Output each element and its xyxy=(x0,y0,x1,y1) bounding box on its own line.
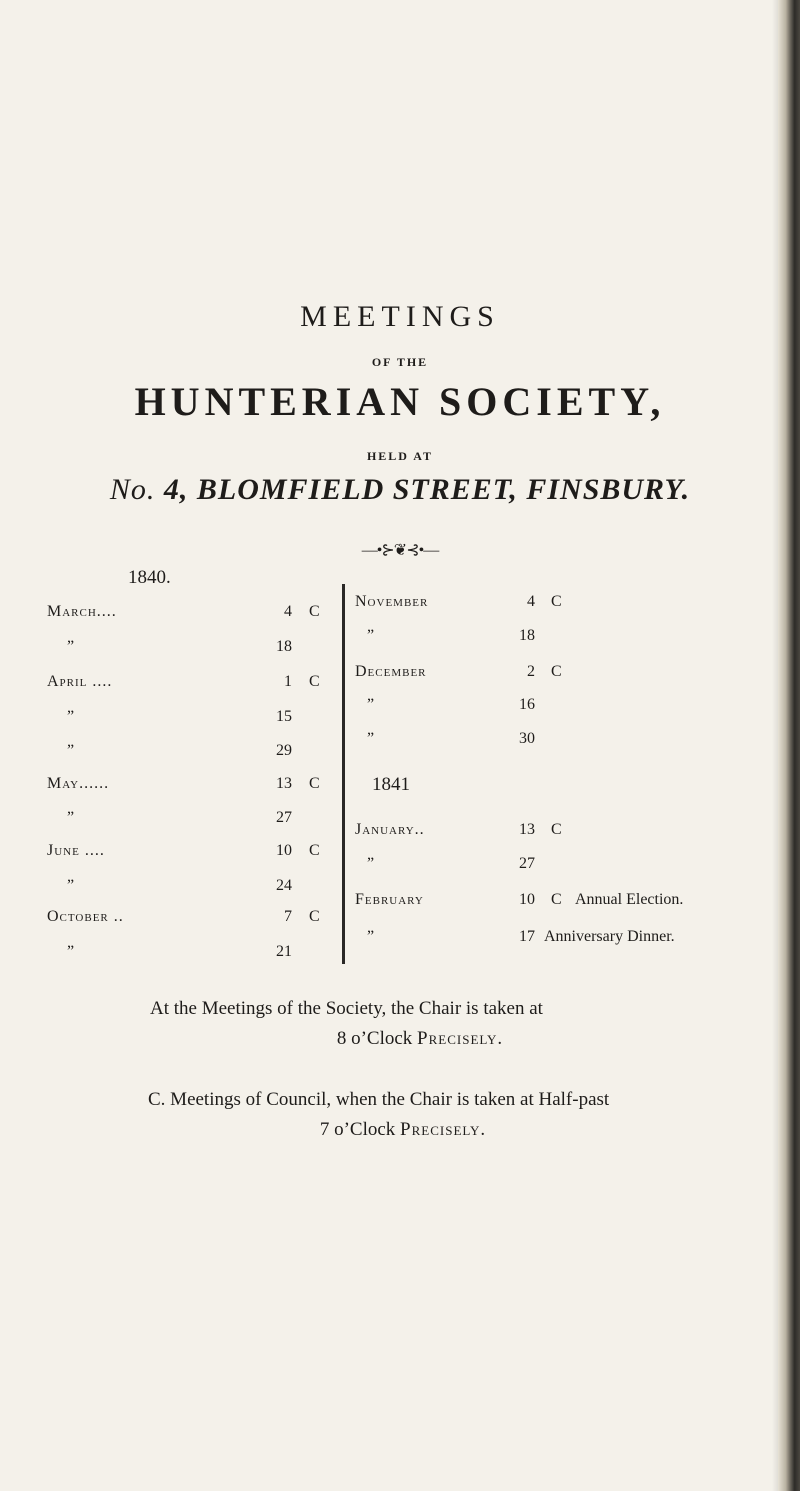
day-number: 16 xyxy=(519,696,535,713)
council-flag: C xyxy=(309,603,320,620)
schedule-row xyxy=(47,670,337,694)
day-number: 18 xyxy=(276,638,292,655)
day-number: 27 xyxy=(276,809,292,826)
day-number: 30 xyxy=(519,730,535,747)
schedule-row xyxy=(47,905,337,929)
day-number: 15 xyxy=(276,708,292,725)
page-binding-edge xyxy=(778,0,800,1491)
day-number: 4 xyxy=(527,593,535,610)
month-label: November xyxy=(355,593,429,610)
month-label: December xyxy=(355,663,427,680)
day-number: 24 xyxy=(276,877,292,894)
council-note-line2 xyxy=(113,1115,693,1145)
council-note-precisely: Precisely. xyxy=(400,1119,487,1140)
page-title: MEETINGS xyxy=(300,300,500,333)
council-note-line1: C. Meetings of Council, when the Chair is taken at Half-past xyxy=(148,1089,610,1110)
day-number: 1 xyxy=(284,673,292,690)
council-note-time: 7 o’Clock xyxy=(319,1119,401,1140)
council-flag: C xyxy=(309,908,320,925)
council-flag: C xyxy=(551,891,562,908)
chair-note-precisely: Precisely. xyxy=(417,1028,504,1049)
ditto-mark: ” xyxy=(67,638,75,655)
council-flag: C xyxy=(309,842,320,859)
held-at-label: HELD AT xyxy=(366,449,434,463)
schedule-row xyxy=(355,624,775,648)
chair-note-time: 8 o’Clock xyxy=(336,1028,418,1049)
council-note xyxy=(148,1085,728,1145)
day-number: 7 xyxy=(284,908,292,925)
year-1841: 1841 xyxy=(372,774,410,795)
schedule-row xyxy=(47,739,337,763)
council-flag: C xyxy=(551,663,562,680)
year-1840: 1840. xyxy=(128,567,171,588)
chair-note-line2 xyxy=(150,1024,690,1054)
chair-note xyxy=(150,994,690,1054)
schedule-row xyxy=(47,839,337,863)
month-label: February xyxy=(355,891,424,908)
schedule-row xyxy=(355,818,785,842)
day-number: 29 xyxy=(276,742,292,759)
schedule-row xyxy=(355,693,775,717)
ditto-mark: ” xyxy=(67,809,75,826)
council-flag: C xyxy=(309,673,320,690)
ditto-mark: ” xyxy=(67,943,75,960)
day-number: 13 xyxy=(276,775,292,792)
day-number: 17 xyxy=(519,928,535,945)
schedule-row xyxy=(47,600,337,624)
society-name: HUNTERIAN SOCIETY, xyxy=(134,379,666,424)
month-label: April .... xyxy=(47,673,113,690)
ditto-mark: ” xyxy=(67,877,75,894)
meeting-note: Annual Election. xyxy=(575,891,684,908)
ditto-mark: ” xyxy=(367,928,375,945)
council-flag: C xyxy=(309,775,320,792)
ditto-mark: ” xyxy=(367,855,375,872)
ditto-mark: ” xyxy=(367,730,375,747)
day-number: 18 xyxy=(519,627,535,644)
ditto-mark: ” xyxy=(67,742,75,759)
schedule-row xyxy=(47,772,337,796)
ornament-divider-icon: —•⊱❦⊰•— xyxy=(361,542,439,559)
ditto-mark: ” xyxy=(367,696,375,713)
day-number: 10 xyxy=(276,842,292,859)
column-divider xyxy=(342,584,345,964)
month-label: March.... xyxy=(47,603,117,620)
schedule-row xyxy=(47,874,337,898)
schedule-row xyxy=(355,590,775,614)
ditto-mark: ” xyxy=(67,708,75,725)
day-number: 27 xyxy=(519,855,535,872)
schedule-row xyxy=(355,727,775,751)
day-number: 10 xyxy=(519,891,535,908)
schedule-row xyxy=(47,635,337,659)
of-the-label: OF THE xyxy=(371,355,429,369)
month-label: January.. xyxy=(355,821,425,838)
schedule-row xyxy=(47,705,337,729)
council-flag: C xyxy=(551,593,562,610)
day-number: 2 xyxy=(527,663,535,680)
day-number: 4 xyxy=(284,603,292,620)
month-label: October .. xyxy=(47,908,124,925)
council-flag: C xyxy=(551,821,562,838)
day-number: 21 xyxy=(276,943,292,960)
schedule-row xyxy=(47,940,337,964)
day-number: 13 xyxy=(519,821,535,838)
schedule-row xyxy=(355,660,775,684)
month-label: June .... xyxy=(47,842,105,859)
month-label: May...... xyxy=(47,775,110,792)
schedule-row xyxy=(355,925,785,949)
meeting-note: Anniversary Dinner. xyxy=(544,928,675,945)
address-street: 4, BLOMFIELD STREET, FINSBURY. xyxy=(163,473,691,506)
schedule-row xyxy=(355,852,785,876)
address-number-label: No. xyxy=(109,473,156,506)
schedule-row xyxy=(355,888,785,912)
address xyxy=(0,473,800,507)
schedule-row xyxy=(47,806,337,830)
chair-note-line1: At the Meetings of the Society, the Chair is taken at xyxy=(150,998,543,1019)
ditto-mark: ” xyxy=(367,627,375,644)
